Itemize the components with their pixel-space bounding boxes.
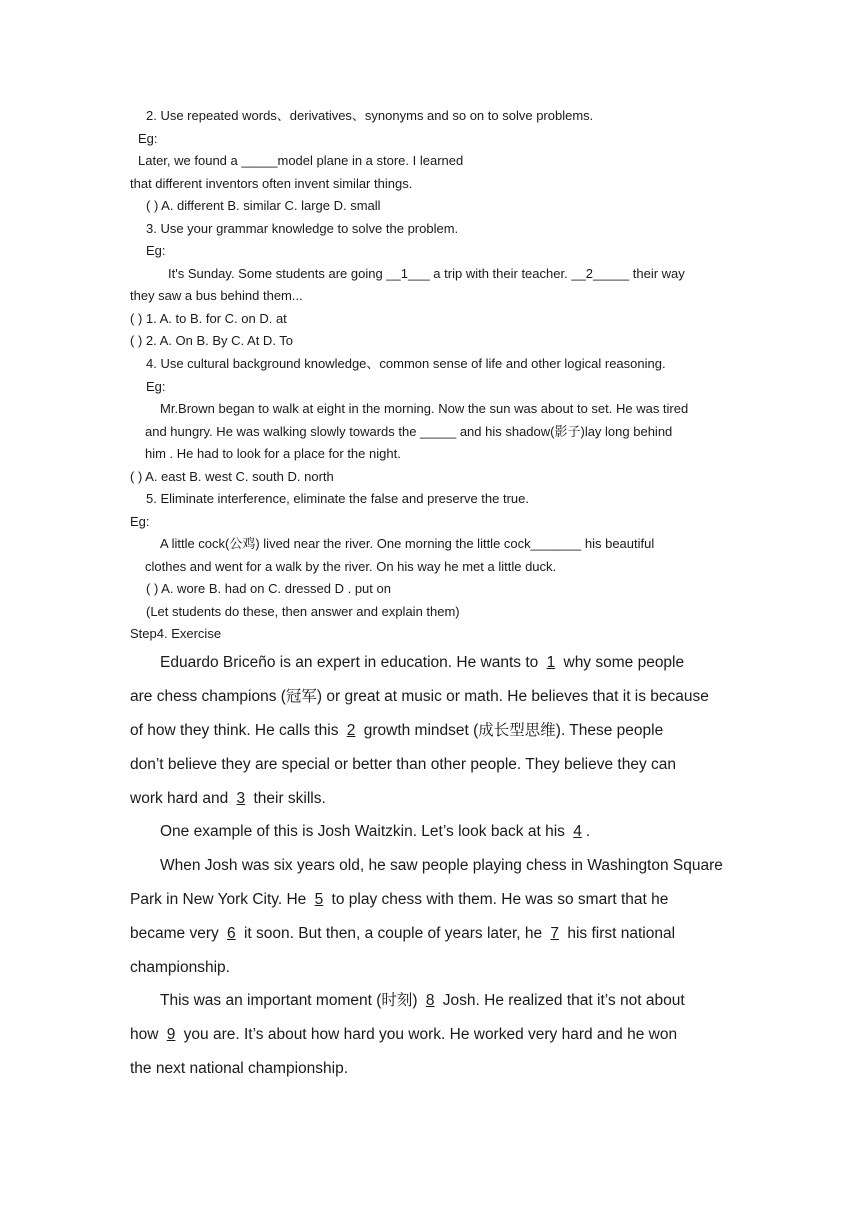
eg-label: Eg: [138, 131, 158, 146]
passage-line: championship. [130, 959, 230, 976]
passage-line: how 9 you are. It’s about how hard you work. He worked very hard and he won [130, 1026, 678, 1043]
example-line: Later, we found a _____model plane in a store. I learned [138, 153, 464, 168]
passage-line: work hard and 3 their skills. [130, 790, 326, 807]
passage-line: the next national championship. [130, 1060, 349, 1077]
example-line: Mr.Brown began to walk at eight in the morning. Now the sun was about to set. He was tired [160, 401, 689, 416]
example-line: A little cock(公鸡) lived near the river. One morning the little cock_______ his beautiful [160, 536, 655, 551]
example-line: and hungry. He was walking slowly towards the _____ and his shadow(影子)lay long behind [145, 424, 673, 439]
passage-line: One example of this is Josh Waitzkin. Let’s look back at his 4 . [160, 823, 591, 840]
blank-3[interactable]: 3 [236, 790, 246, 807]
eg-label: Eg: [146, 379, 166, 394]
example-line: they saw a bus behind them... [130, 288, 303, 303]
answer-options: ( ) A. east B. west C. south D. north [130, 469, 334, 484]
answer-options: ( ) A. different B. similar C. large D. small [146, 198, 381, 213]
eg-label: Eg: [146, 243, 166, 258]
tip-heading-5: 5. Eliminate interference, eliminate the false and preserve the true. [146, 491, 529, 506]
blank-2[interactable]: 2 [346, 722, 356, 739]
teacher-note: (Let students do these, then answer and explain them) [146, 604, 460, 619]
answer-options: ( ) A. wore B. had on C. dressed D . put on [146, 581, 391, 596]
blank-9[interactable]: 9 [166, 1026, 176, 1043]
section-title: Step4. Exercise [130, 626, 222, 641]
answer-options: ( ) 2. A. On B. By C. At D. To [130, 333, 294, 348]
example-line: It's Sunday. Some students are going __1___ a trip with their teacher. __2_____ their way [168, 266, 685, 281]
blank-5[interactable]: 5 [314, 891, 324, 908]
tip-heading-2: 2. Use repeated words、derivatives、synonyms and so on to solve problems. [146, 108, 594, 123]
example-line: clothes and went for a walk by the river. On his way he met a little duck. [145, 559, 557, 574]
passage-line: don’t believe they are special or better than other people. They believe they can [130, 756, 677, 773]
example-line: that different inventors often invent similar things. [130, 176, 413, 191]
blank-4[interactable]: 4 [573, 823, 582, 840]
passage-line: of how they think. He calls this 2 growth mindset (成长型思维). These people [130, 722, 664, 739]
passage-line: Park in New York City. He 5 to play chess with them. He was so smart that he [130, 891, 669, 908]
passage-line: Eduardo Briceño is an expert in education. He wants to 1 why some people [160, 654, 685, 671]
tip-heading-3: 3. Use your grammar knowledge to solve the problem. [146, 221, 459, 236]
passage-line: became very 6 it soon. But then, a couple of years later, he 7 his first national [130, 925, 676, 942]
blank-1[interactable]: 1 [546, 654, 556, 671]
blank-7[interactable]: 7 [550, 925, 560, 942]
passage-line: When Josh was six years old, he saw people playing chess in Washington Square [160, 857, 723, 874]
tip-heading-4: 4. Use cultural background knowledge、common sense of life and other logical reasoning. [146, 356, 666, 371]
passage-line: This was an important moment (时刻) 8 Josh. He realized that it’s not about [160, 992, 685, 1009]
eg-label: Eg: [130, 514, 150, 529]
example-line: him . He had to look for a place for the night. [145, 446, 401, 461]
blank-6[interactable]: 6 [227, 925, 236, 942]
passage-line: are chess champions (冠军) or great at music or math. He believes that it is because [130, 688, 709, 705]
answer-options: ( ) 1. A. to B. for C. on D. at [130, 311, 287, 326]
blank-8[interactable]: 8 [425, 992, 435, 1009]
